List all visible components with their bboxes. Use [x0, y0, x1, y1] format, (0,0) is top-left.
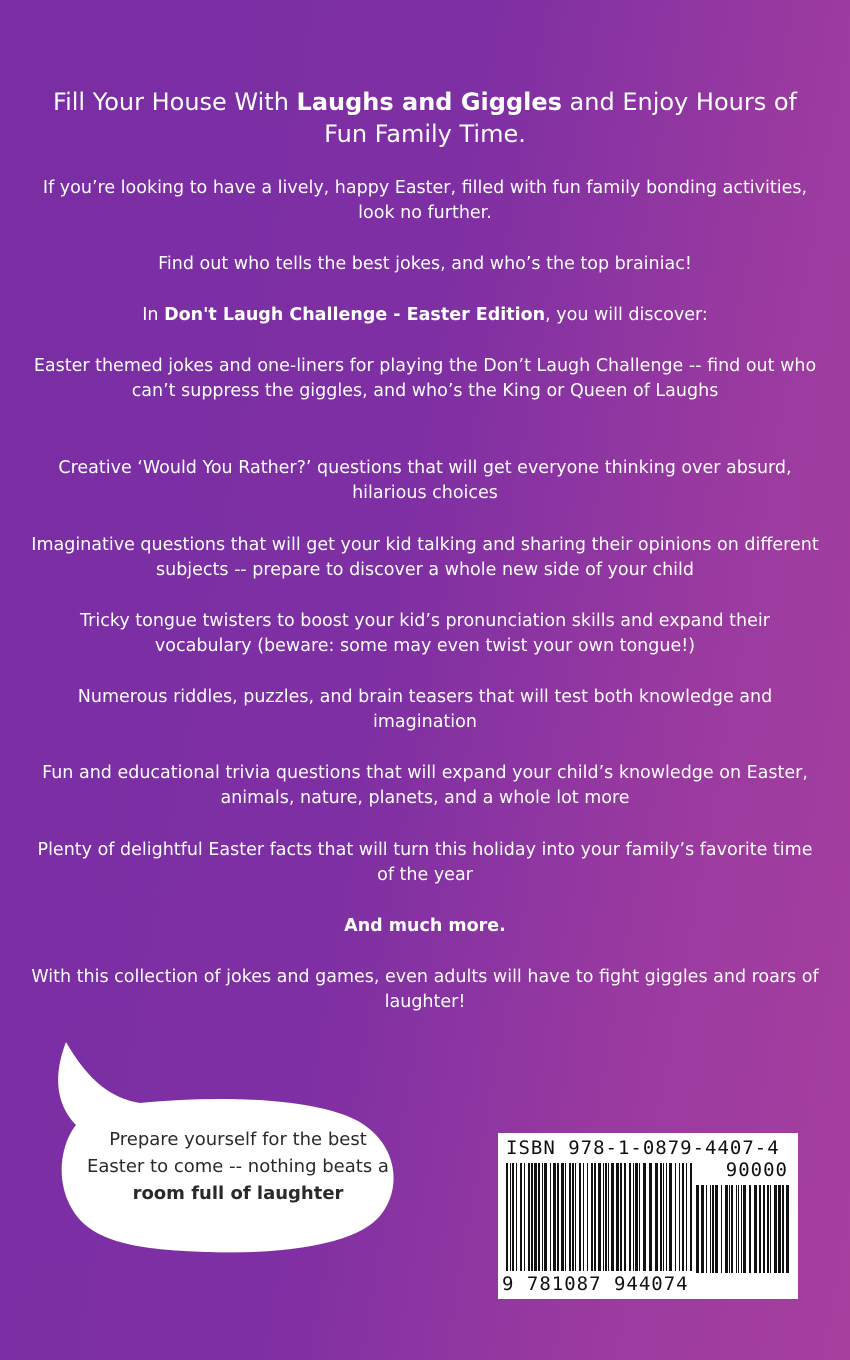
barcode-stripe [510, 1163, 511, 1271]
speech-bubble [58, 1040, 408, 1255]
feature-tongue-twisters: Tricky tongue twisters to boost your kid’s pronunciation skills and expand their vocabulary (beware: some may even twist your own tongue!) [80, 611, 770, 656]
barcode-stripe [608, 1163, 609, 1271]
bubble-text [78, 1126, 398, 1207]
barcode-stripe [550, 1163, 551, 1271]
barcode-stripe [749, 1185, 751, 1273]
barcode-stripe [731, 1185, 733, 1273]
barcode-stripe [506, 1163, 508, 1271]
bubble-text-bold: room full of laughter [132, 1183, 344, 1204]
barcode-stripe [633, 1163, 634, 1271]
barcode-stripe [666, 1163, 667, 1271]
barcode-stripe [729, 1185, 730, 1273]
barcode-stripe [557, 1163, 559, 1271]
barcode-stripe [512, 1163, 514, 1271]
discover-prefix: In [142, 305, 165, 325]
intro-paragraph: If you’re looking to have a lively, happy Easter, filled with fun family bonding activities, look no further. [42, 178, 808, 223]
barcode-stripe [561, 1163, 564, 1271]
barcode-stripe [569, 1163, 571, 1271]
closing-bold-text: And much more. [344, 916, 506, 936]
barcode-stripe [629, 1163, 631, 1271]
barcode-stripe [639, 1163, 640, 1271]
barcode-stripe [754, 1185, 757, 1273]
discover-paragraph [30, 303, 820, 328]
barcode-addon-bars [696, 1185, 790, 1277]
barcode-stripe [591, 1163, 593, 1271]
barcode-stripe [725, 1185, 728, 1273]
barcode-stripe [763, 1185, 765, 1273]
barcode-stripe [579, 1163, 581, 1271]
feature-easter-facts: Plenty of delightful Easter facts that will turn this holiday into your family’s favorite time of the year [37, 840, 813, 885]
barcode-stripe [544, 1163, 547, 1271]
barcode-stripe [686, 1163, 687, 1271]
barcode-stripe [669, 1163, 672, 1271]
barcode-stripe [774, 1185, 777, 1273]
barcode-stripe [524, 1163, 525, 1271]
price-code: 90000 [725, 1159, 788, 1181]
barcode-stripe [624, 1163, 626, 1271]
find-out-paragraph: Find out who tells the best jokes, and who’s the top brainiac! [158, 254, 692, 274]
barcode-stripe [696, 1185, 699, 1273]
barcode-stripe [635, 1163, 638, 1271]
barcode-stripe [679, 1163, 680, 1271]
barcode-stripe [706, 1185, 707, 1273]
barcode-stripe [786, 1185, 789, 1273]
headline [40, 86, 810, 150]
headline-part2: and Enjoy Hours of Fun Family Time. [324, 88, 797, 148]
bubble-text-regular: Prepare yourself for the best Easter to come -- nothing beats a [87, 1129, 389, 1177]
barcode-stripe [712, 1185, 714, 1273]
barcode-stripe [743, 1185, 746, 1273]
barcode-stripe [620, 1163, 622, 1271]
barcode-stripe [611, 1163, 614, 1271]
barcode-stripe [616, 1163, 619, 1271]
barcode-stripe [542, 1163, 543, 1271]
barcode-stripe [538, 1163, 540, 1271]
headline-part1: Fill Your House With [53, 88, 297, 116]
final-paragraph: With this collection of jokes and games, even adults will have to fight giggles and roars of laughter! [31, 967, 819, 1012]
barcode-stripe [778, 1185, 781, 1273]
barcode-stripe [715, 1185, 718, 1273]
barcode-stripe [660, 1163, 662, 1271]
barcode-stripe [553, 1163, 556, 1271]
barcode-stripe [710, 1185, 711, 1273]
closing-bold [30, 914, 820, 939]
barcode-stripe [655, 1163, 658, 1271]
barcode-stripe [534, 1163, 537, 1271]
barcode-stripe [587, 1163, 588, 1271]
discover-suffix: , you will discover: [545, 305, 708, 325]
barcode-stripe [605, 1163, 607, 1271]
barcode-stripe [565, 1163, 566, 1271]
barcode-stripe [690, 1163, 692, 1271]
feature-jokes: Easter themed jokes and one-liners for playing the Don’t Laugh Challenge -- find out who can’t suppress the giggles, and who’s the King or Queen of Laughs [33, 356, 817, 401]
feature-questions: Imaginative questions that will get your kid talking and sharing their opinions on different subjects -- prepare to discover a whole new side of your child [31, 535, 819, 580]
barcode-stripe [594, 1163, 596, 1271]
barcode-stripe [663, 1163, 664, 1271]
barcode-stripe [782, 1185, 784, 1273]
feature-riddles: Numerous riddles, puzzles, and brain teasers that will test both knowledge and imagination [77, 687, 773, 732]
barcode-stripe [738, 1185, 739, 1273]
barcode-stripe [649, 1163, 652, 1271]
barcode-stripe [767, 1185, 769, 1273]
barcode-stripe [528, 1163, 530, 1271]
barcode-stripe [770, 1185, 771, 1273]
barcode-stripe [598, 1163, 601, 1271]
barcode-stripe [603, 1163, 604, 1271]
book-title: Don't Laugh Challenge - Easter Edition [164, 305, 546, 325]
barcode-stripe [741, 1185, 742, 1273]
isbn-label: ISBN 978-1-0879-4407-4 [506, 1137, 780, 1159]
barcode-stripe [516, 1163, 517, 1271]
barcode-stripe [736, 1185, 737, 1273]
barcode-stripe [583, 1163, 584, 1271]
feature-trivia: Fun and educational trivia questions that will expand your child’s knowledge on Easter, animals, nature, planets, and a whole lot more [42, 763, 808, 808]
ean-number: 9 781087 944074 [502, 1273, 689, 1295]
barcode-stripe [682, 1163, 684, 1271]
barcode-stripe [675, 1163, 676, 1271]
headline-bold: Laughs and Giggles [296, 88, 562, 116]
barcode-bars [506, 1163, 692, 1277]
barcode-stripe [721, 1185, 722, 1273]
barcode-stripe [759, 1185, 761, 1273]
barcode-stripe [643, 1163, 646, 1271]
barcode-stripe [520, 1163, 522, 1271]
isbn-barcode [498, 1133, 798, 1299]
feature-would-you-rather: Creative ‘Would You Rather?’ questions that will get everyone thinking over absurd, hilarious choices [58, 458, 792, 503]
barcode-stripe [701, 1185, 704, 1273]
barcode-stripe [575, 1163, 576, 1271]
barcode-stripe [531, 1163, 533, 1271]
barcode-stripe [572, 1163, 574, 1271]
